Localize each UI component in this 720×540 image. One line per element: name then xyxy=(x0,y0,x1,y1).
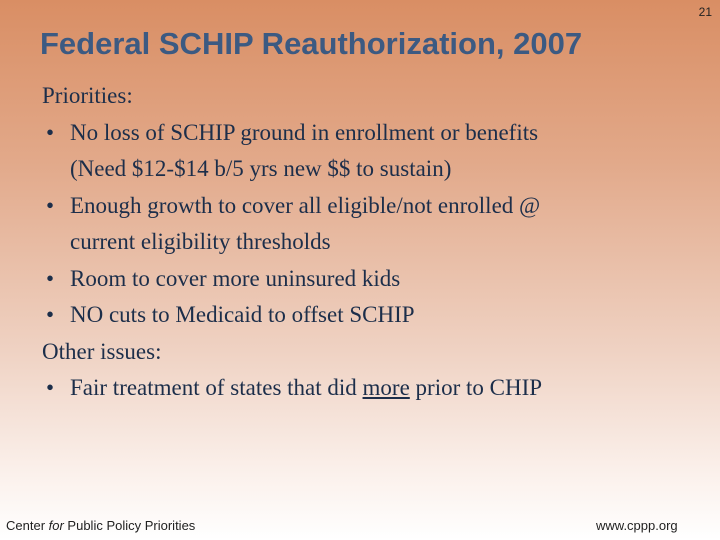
slide-number: 21 xyxy=(698,5,712,19)
footer-organization xyxy=(6,518,195,533)
bullet-item xyxy=(42,188,702,225)
bullet-item xyxy=(42,115,702,152)
slide-title: Federal SCHIP Reauthorization, 2007 xyxy=(40,26,583,61)
bullet-icon: • xyxy=(46,192,55,218)
bullet-item xyxy=(42,370,702,407)
bullet-icon: • xyxy=(46,265,55,291)
other-issues-heading: Other issues: xyxy=(42,338,162,364)
footer-org-prefix: Center xyxy=(6,518,49,533)
slide-body xyxy=(42,78,702,407)
bullet-icon: • xyxy=(46,375,55,400)
bullet-text: Room to cover more uninsured kids xyxy=(70,265,401,291)
bullet-text: NO cuts to Medicaid to offset SCHIP xyxy=(70,302,415,327)
priorities-heading: Priorities: xyxy=(42,83,133,108)
bullet-text-end: prior to CHIP xyxy=(409,375,543,400)
bullet-text: Enough growth to cover all eligible/not enrolled @ xyxy=(70,192,541,218)
emphasis-text: more xyxy=(362,375,410,400)
bullet-item xyxy=(42,297,702,334)
footer-org-suffix: Public Policy Priorities xyxy=(63,518,196,533)
bullet-text: Fair treatment of states that did xyxy=(70,375,363,400)
bullet-continuation: current eligibility thresholds xyxy=(70,229,331,254)
bullet-icon: • xyxy=(46,119,55,145)
footer-org-italic: for xyxy=(48,518,64,533)
bullet-continuation: (Need $12-$14 b/5 yrs new $$ to sustain) xyxy=(70,156,452,181)
footer-website: www.cppp.org xyxy=(596,518,678,533)
bullet-item xyxy=(42,261,702,298)
bullet-icon: • xyxy=(46,302,55,327)
bullet-text: No loss of SCHIP ground in enrollment or benefits xyxy=(70,119,539,145)
